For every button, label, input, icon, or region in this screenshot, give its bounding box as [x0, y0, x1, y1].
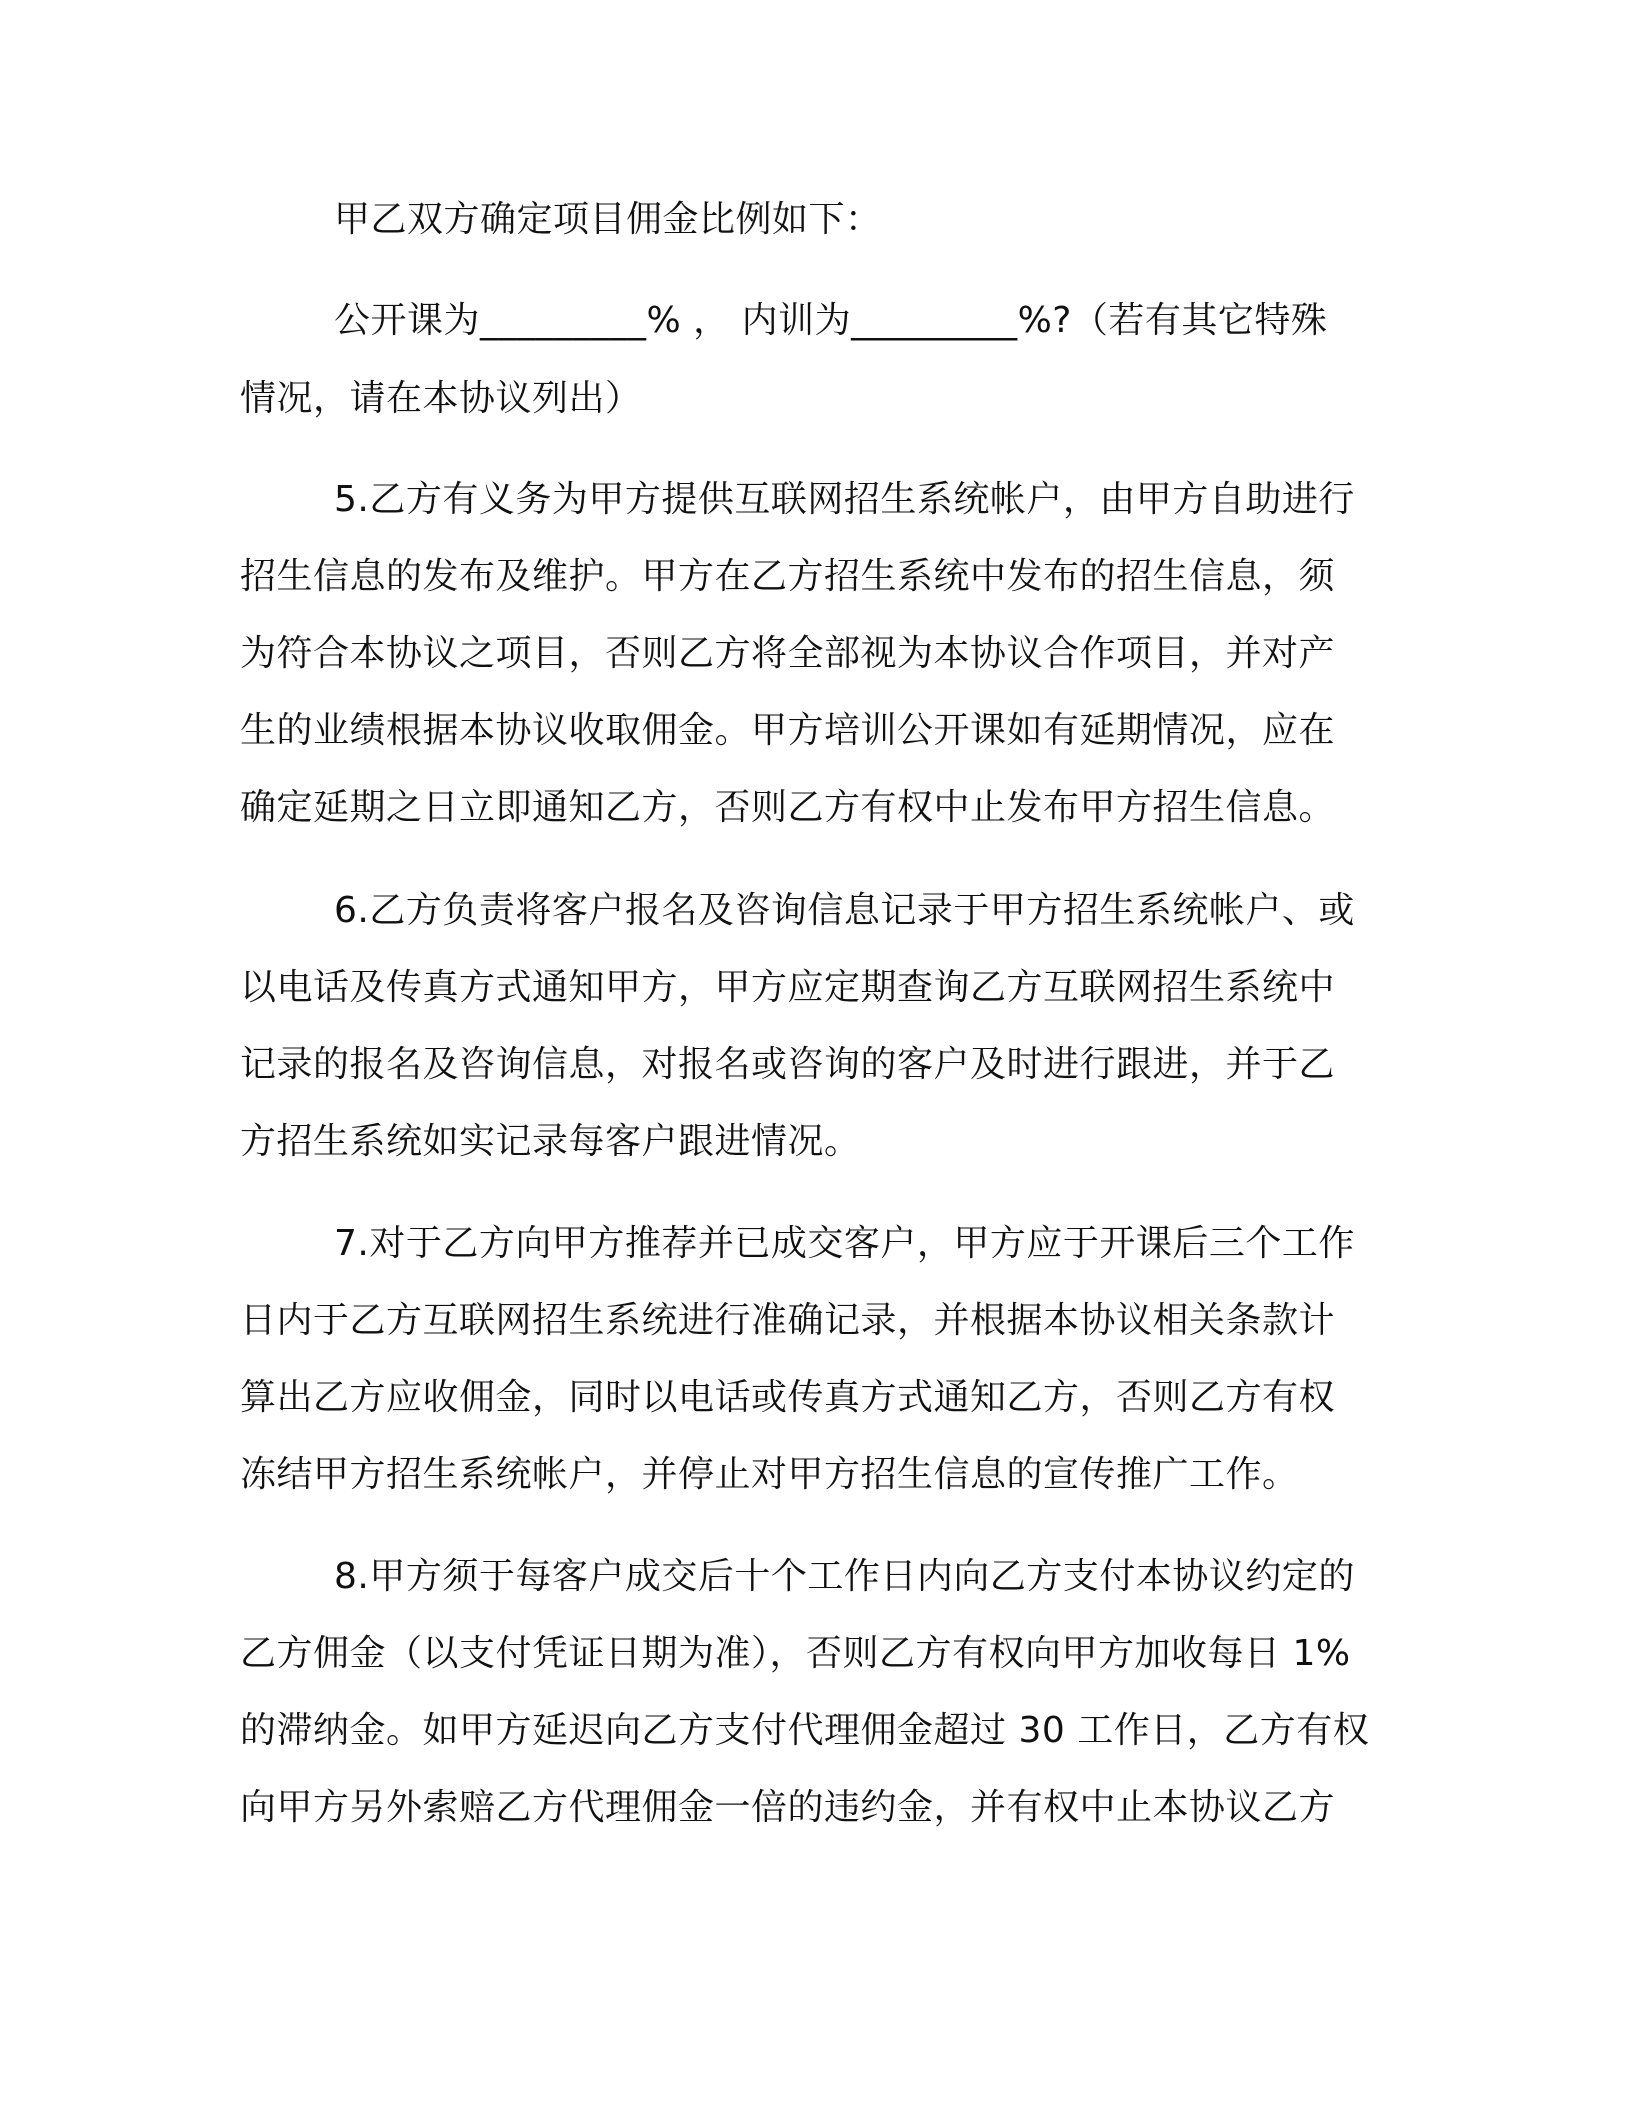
clause-8-line-3: 的滞纳金。如甲方延迟向乙方支付代理佣金超过 30 工作日，乙方有权: [240, 1710, 1370, 1751]
intro-heading: 甲乙双方确定项目佣金比例如下：: [334, 199, 882, 240]
clause-6-line-2: 以电话及传真方式通知甲方，甲方应定期查询乙方互联网招生系统中: [240, 967, 1336, 1008]
clause-7-line-3: 算出乙方应收佣金，同时以电话或传真方式通知乙方，否则乙方有权: [240, 1377, 1336, 1418]
clause-5-line-3: 为符合本协议之项目，否则乙方将全部视为本协议合作项目，并对产: [240, 633, 1336, 674]
clause-7-line-2: 日内于乙方互联网招生系统进行准确记录，并根据本协议相关条款计: [240, 1300, 1336, 1341]
clause-5-line-5: 确定延期之日立即通知乙方，否则乙方有权中止发布甲方招生信息。: [240, 787, 1336, 828]
clause-8-line-1: 8.甲方须于每客户成交后十个工作日内向乙方支付本协议约定的: [334, 1556, 1355, 1597]
clause-7-line-4: 冻结甲方招生系统帐户，并停止对甲方招生信息的宣传推广工作。: [240, 1454, 1299, 1495]
commission-ratio-note: 情况，请在本协议列出）: [240, 378, 642, 419]
clause-5-line-4: 生的业绩根据本协议收取佣金。甲方培训公开课如有延期情况，应在: [240, 710, 1336, 751]
clause-5-line-2: 招生信息的发布及维护。甲方在乙方招生系统中发布的招生信息，须: [240, 556, 1336, 597]
clause-5-line-1: 5.乙方有义务为甲方提供互联网招生系统帐户，由甲方自助进行: [334, 479, 1355, 520]
clause-6-line-4: 方招生系统如实记录每客户跟进情况。: [240, 1121, 861, 1162]
commission-ratio-line: 公开课为_________% ， 内训为_________%?（若有其它特殊: [334, 300, 1328, 341]
clause-7-line-1: 7.对于乙方向甲方推荐并已成交客户，甲方应于开课后三个工作: [334, 1223, 1355, 1264]
clause-6-line-1: 6.乙方负责将客户报名及咨询信息记录于甲方招生系统帐户、或: [334, 890, 1355, 931]
clause-6-line-3: 记录的报名及咨询信息，对报名或咨询的客户及时进行跟进，并于乙: [240, 1044, 1336, 1085]
clause-8-line-4: 向甲方另外索赔乙方代理佣金一倍的违约金，并有权中止本协议乙方: [240, 1787, 1336, 1828]
clause-8-line-2: 乙方佣金（以支付凭证日期为准），否则乙方有权向甲方加收每日 1%: [240, 1633, 1351, 1674]
